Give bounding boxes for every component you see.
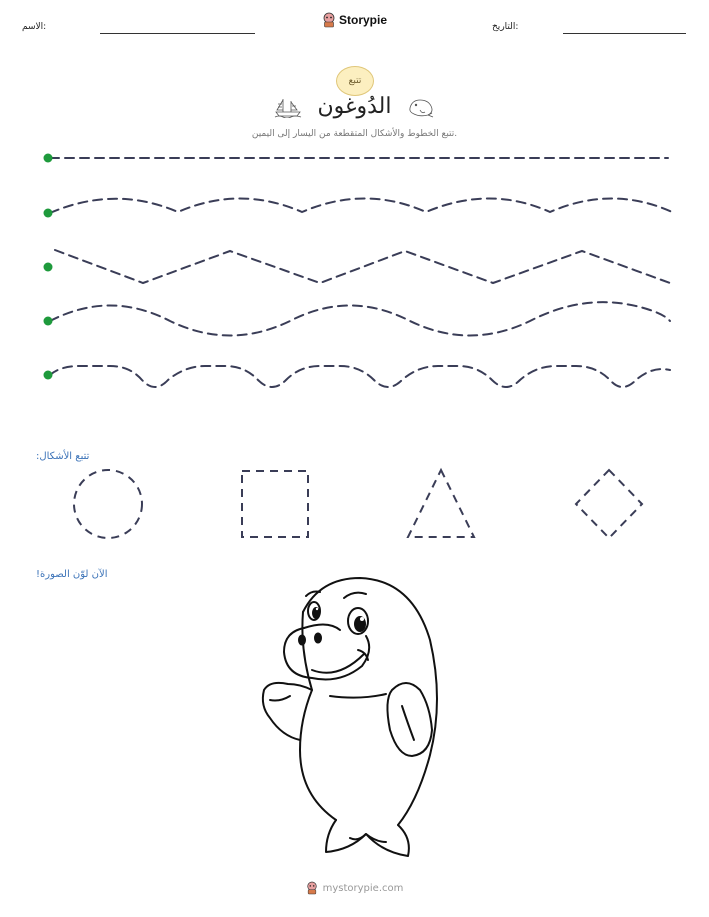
brand-name: Storypie: [338, 13, 387, 27]
ship-sketch-icon: [273, 96, 303, 118]
trace-badge-label: تتبع: [348, 76, 362, 86]
dugong-coloring-illustration[interactable]: [250, 572, 465, 864]
storypie-footer-logo-icon: [306, 881, 318, 895]
shapes-heading: تتبع الأشكال:: [36, 451, 90, 462]
start-dot: [44, 263, 53, 272]
dugong-sketch-icon: [406, 96, 436, 118]
trace-badge: [336, 66, 374, 96]
storypie-logo-icon: [322, 12, 336, 28]
title-row: [0, 94, 709, 122]
start-dot: [44, 371, 53, 380]
start-dot: [44, 154, 53, 163]
footer: [0, 880, 709, 899]
tracing-shapes-area: [0, 460, 709, 550]
name-line[interactable]: [100, 33, 255, 34]
tracing-line-zigzag[interactable]: [55, 250, 670, 283]
name-label: الاسم:: [22, 22, 47, 32]
footer-site-link[interactable]: mystorypie.com: [322, 882, 404, 894]
tracing-line-flat-wave[interactable]: [50, 366, 670, 387]
trace-diamond-shape[interactable]: [576, 470, 642, 538]
date-line[interactable]: [563, 33, 686, 34]
trace-triangle-shape[interactable]: [408, 470, 474, 537]
start-dot: [44, 317, 53, 326]
tracing-line-gentle-wave[interactable]: [50, 199, 672, 214]
worksheet-title: الدُوغون: [317, 94, 392, 119]
tracing-lines-area: [0, 140, 709, 400]
tracing-line-wave[interactable]: [50, 302, 670, 335]
instruction-text: تتبع الخطوط والأشكال المتقطعة من اليسار إلى اليمين.: [251, 129, 458, 139]
trace-square-shape[interactable]: [242, 471, 308, 537]
brand-header: [0, 12, 709, 32]
date-label: التاريخ:: [492, 22, 519, 32]
coloring-heading: الآن لوّن الصورة!: [36, 569, 108, 580]
start-dot: [44, 209, 53, 218]
trace-circle-shape[interactable]: [74, 470, 142, 538]
